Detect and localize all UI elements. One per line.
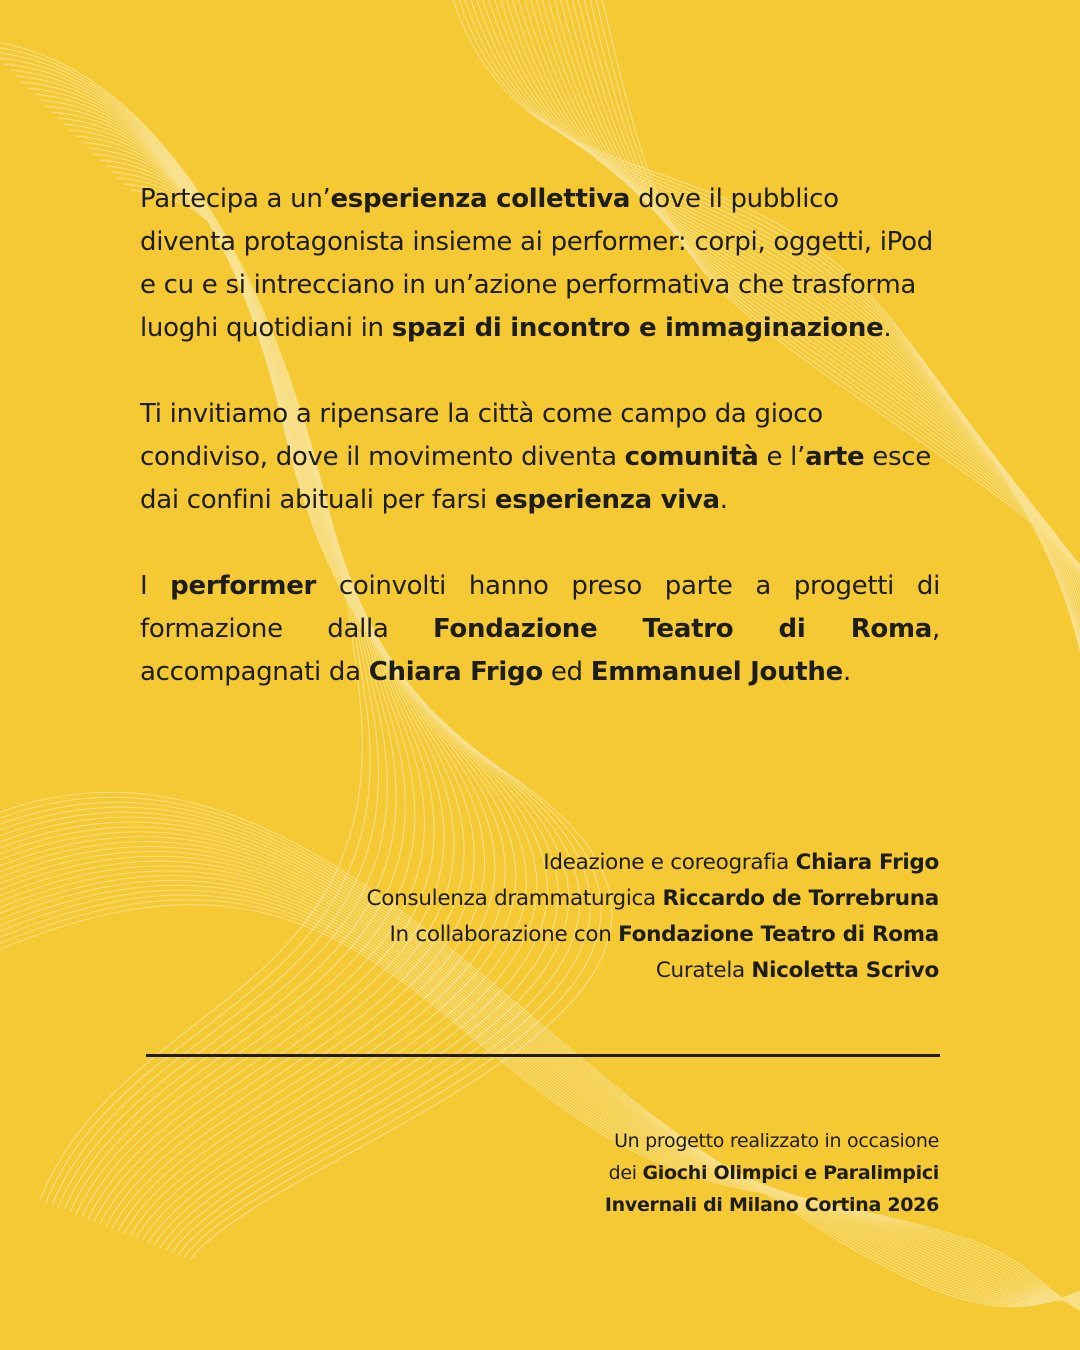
credits-block: [367, 845, 939, 989]
footer-line: Un progetto realizzato in occasione: [614, 1130, 939, 1152]
paragraph-performers: I performer coinvolti hanno preso parte a progetti di formazione dalla Fondazione Teatro di Roma, accompagnati da Chiara Frigo ed Emmanuel Jouthe.: [140, 571, 940, 687]
credit-line: In collaborazione con Fondazione Teatro di Roma: [389, 922, 939, 947]
paragraph-intro: Partecipa a un’esperienza collettiva dove il pubblico diventa protagonista insieme ai performer: corpi, oggetti, iPod e cu e si intrecciano in un’azione performativa che trasforma luoghi quotidiani in spazi di incontro e immaginazione.: [140, 184, 933, 343]
credit-line: Ideazione e coreografia Chiara Frigo: [543, 850, 939, 875]
credit-line: Curatela Nicoletta Scrivo: [655, 958, 939, 983]
footer-line: dei Giochi Olimpici e Paralimpici: [608, 1162, 939, 1184]
paragraph-invitation: Ti invitiamo a ripensare la città come campo da gioco condiviso, dove il movimento diventa comunità e l’arte esce dai confini abituali per farsi esperienza viva.: [140, 399, 931, 515]
footer-line: Invernali di Milano Cortina 2026: [604, 1194, 939, 1216]
divider-line: [146, 1054, 940, 1057]
main-text: [140, 178, 940, 737]
footer-note: [605, 1125, 939, 1221]
credit-line: Consulenza drammaturgica Riccardo de Torrebruna: [366, 886, 939, 911]
